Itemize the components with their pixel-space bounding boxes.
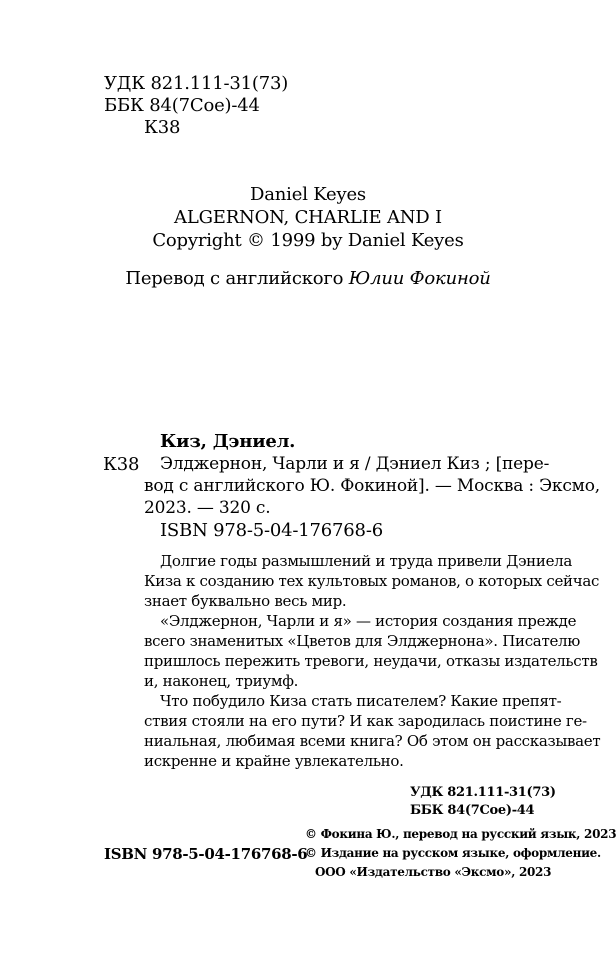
udk-code: УДК 821.111-31(73) (104, 73, 289, 94)
translator-name: Юлии Фокиной (348, 268, 491, 289)
rights-line: © Фокина Ю., перевод на русский язык, 2023 (305, 827, 616, 841)
annotation-line: Долгие годы размышлений и труда привели Дэниела (160, 552, 573, 570)
original-author: Daniel Keyes (250, 184, 366, 205)
annotation-line: пришлось пережить тревоги, неудачи, отказы издательств (144, 652, 598, 670)
catalog-isbn: ISBN 978-5-04-176768-6 (160, 520, 383, 541)
annotation-line: Киза к созданию тех культовых романов, о которых сейчас (144, 572, 600, 590)
annotation-line: ниальная, любимая всеми книга? Об этом он рассказывает (144, 732, 601, 750)
rights-line: © Издание на русском языке, оформление. (305, 846, 601, 860)
catalog-description-line: вод с английского Ю. Фокиной]. — Москва : Эксмо, (144, 476, 600, 496)
annotation-line: искренне и крайне увлекательно. (144, 752, 404, 770)
catalog-description-line: 2023. — 320 с. (144, 498, 271, 518)
translation-prefix: Перевод с английского (125, 268, 349, 289)
annotation-line: всего знаменитых «Цветов для Элджернона». Писателю (144, 632, 581, 650)
annotation-line: «Элджернон, Чарли и я» — история создания прежде (160, 612, 577, 630)
original-copyright: Copyright © 1999 by Daniel Keyes (152, 230, 464, 251)
rights-line: ООО «Издательство «Эксмо», 2023 (315, 865, 552, 879)
annotation-line: ствия стояли на его пути? И как зародилась поистине ге- (144, 712, 587, 730)
bbk-code-right: ББК 84(7Сое)-44 (410, 803, 535, 818)
udk-code-right: УДК 821.111-31(73) (410, 785, 556, 800)
annotation-line: Что побудило Киза стать писателем? Какие препят- (160, 692, 562, 710)
bbk-code: ББК 84(7Сое)-44 (104, 95, 260, 116)
original-title: ALGERNON, CHARLIE AND I (174, 207, 442, 228)
catalog-description-line: Элджернон, Чарли и я / Дэниел Киз ; [пере- (160, 454, 550, 474)
annotation-line: и, наконец, триумф. (144, 672, 299, 690)
author-mark: К38 (144, 117, 181, 138)
annotation-line: знает буквально весь мир. (144, 592, 347, 610)
catalog-author-mark: К38 (103, 454, 140, 475)
footer-isbn: ISBN 978-5-04-176768-6 (104, 845, 308, 863)
catalog-author-heading: Киз, Дэниел. (160, 431, 296, 452)
translation-credit (0, 268, 616, 290)
